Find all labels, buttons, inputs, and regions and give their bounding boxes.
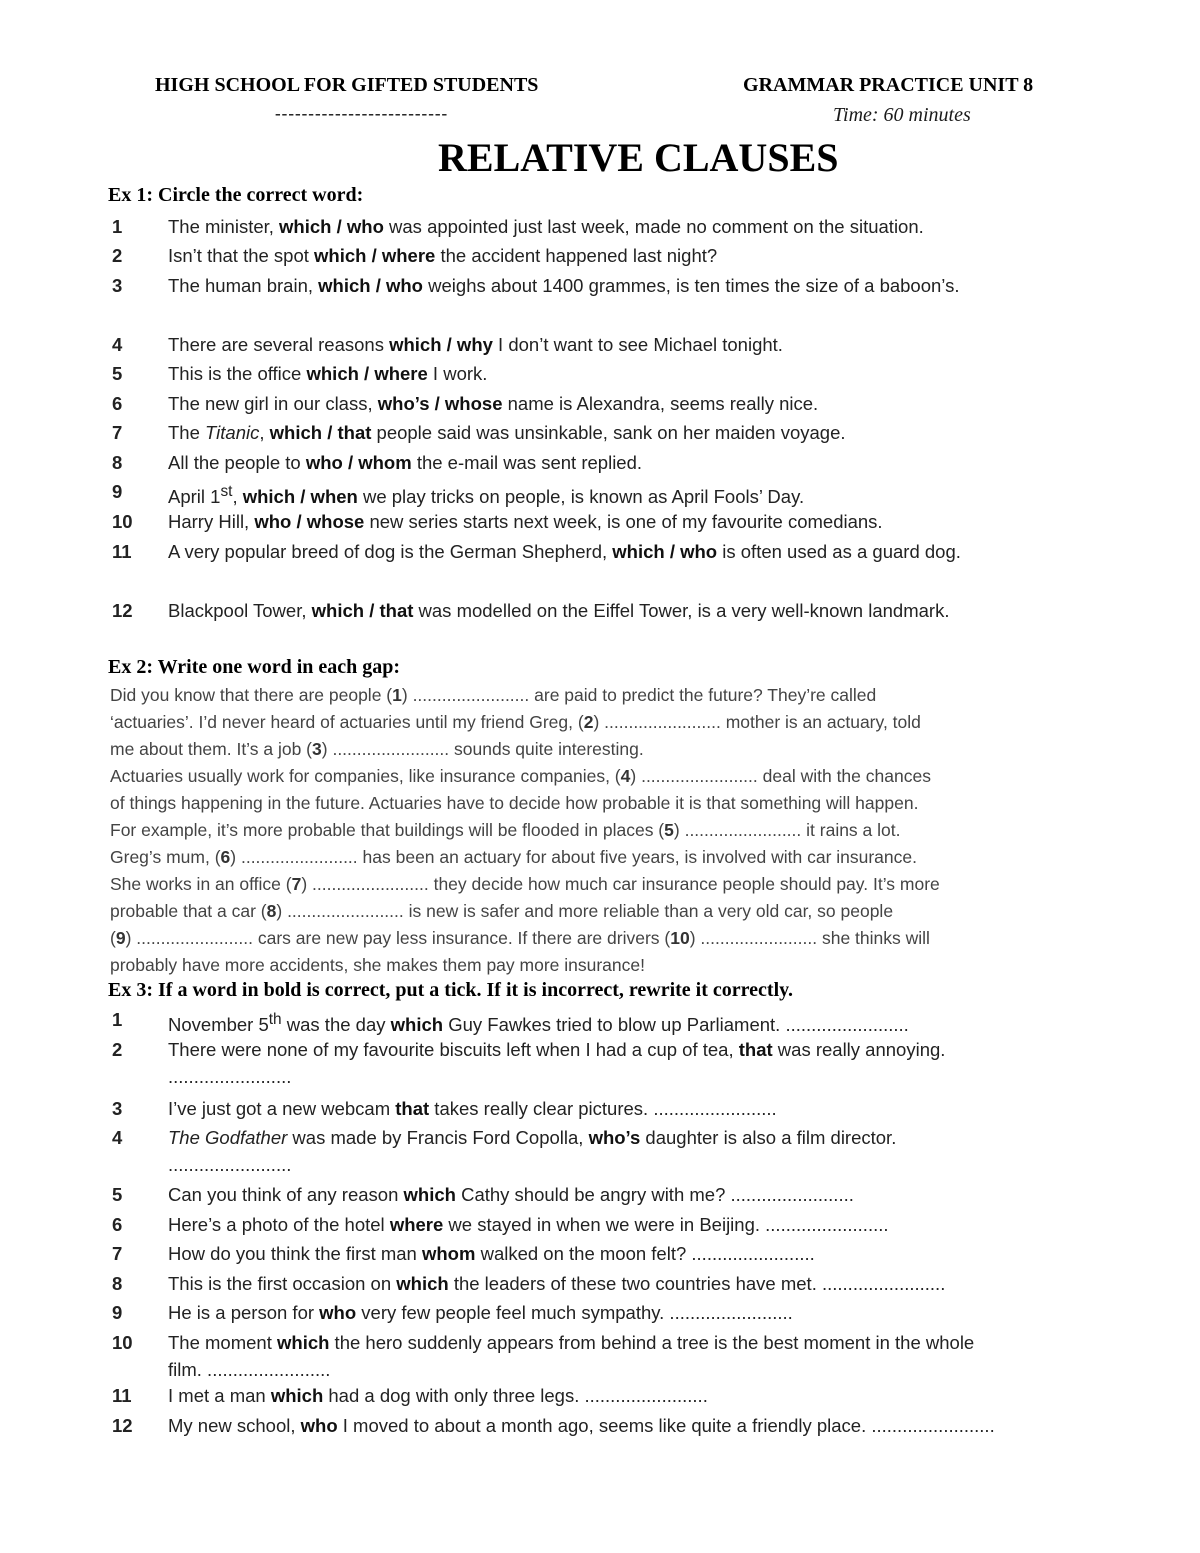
- paragraph-text: of things happening in the future. Actuaries have to decide how probable it is that something will happen.: [110, 793, 919, 813]
- sentence-text: This is the office: [168, 363, 307, 384]
- sentence-text: I work.: [427, 363, 488, 384]
- sentence-text: is often used as a guard dog.: [717, 541, 961, 562]
- ex1-item-number: 4: [112, 334, 123, 355]
- blank-gap: ........................: [641, 766, 758, 786]
- page-title: RELATIVE CLAUSES: [438, 135, 839, 180]
- blank-gap: ........................: [136, 928, 253, 948]
- ex3-item-number: 12: [112, 1415, 133, 1436]
- bold-choice: which / that: [311, 600, 414, 621]
- paragraph-text: ): [125, 928, 137, 948]
- ex1-item: [112, 242, 1012, 269]
- bold-choice: which: [390, 1014, 444, 1036]
- sentence-text: the e-mail was sent replied.: [411, 452, 643, 473]
- gap-number: 4: [620, 766, 631, 786]
- bold-choice: which / who: [612, 541, 718, 562]
- paragraph-text: She works in an office (: [110, 874, 292, 894]
- bold-choice: who’s: [588, 1127, 641, 1148]
- paragraph-text: are paid to predict the future? They’re called: [529, 685, 877, 705]
- bold-choice: which: [396, 1273, 449, 1294]
- ex3-item: [112, 1006, 1012, 1038]
- ex1-item: [112, 390, 1012, 417]
- bold-choice: that: [738, 1039, 773, 1060]
- paragraph-text: she thinks will: [817, 928, 930, 948]
- ex3-item: [112, 1036, 1012, 1090]
- sentence-text: I moved to about a month ago, seems like quite a friendly place. ........................: [337, 1415, 995, 1436]
- bold-choice: whom: [421, 1243, 476, 1264]
- paragraph-text: ): [689, 928, 701, 948]
- ex2-paragraph: [110, 682, 1000, 979]
- ex1-item-number: 6: [112, 393, 123, 414]
- ex2-line: [110, 790, 1000, 817]
- sentence-text: He is a person for: [168, 1302, 320, 1323]
- ex1-item-text: [168, 360, 1012, 387]
- gap-number: 6: [220, 847, 231, 867]
- sentence-text: The moment: [168, 1332, 277, 1353]
- ex1-item-text: [168, 419, 1012, 446]
- blank-gap: ........................: [287, 901, 404, 921]
- ex1-item-number: 9: [112, 481, 123, 502]
- ex1-item-number: 7: [112, 422, 123, 443]
- bold-choice: which / that: [269, 422, 372, 443]
- sentence-text: weighs about 1400 grammes, is ten times the size of a baboon’s.: [423, 275, 960, 296]
- bold-choice: which / where: [306, 363, 428, 384]
- sentence-text: we play tricks on people, is known as April Fools’ Day.: [357, 486, 805, 508]
- paragraph-text: ‘actuaries’. I’d never heard of actuaries until my friend Greg, (: [110, 712, 584, 732]
- sentence-text: Harry Hill,: [168, 511, 255, 532]
- sentence-text: Guy Fawkes tried to blow up Parliament. ........................: [443, 1014, 909, 1036]
- sentence-text: very few people feel much sympathy. ........................: [356, 1302, 793, 1323]
- sentence-text: the hero suddenly appears from behind a tree is the best moment in the whole film. ........................: [168, 1332, 975, 1380]
- ex1-item-text: [168, 213, 1012, 240]
- blank-gap: ........................: [684, 820, 802, 840]
- sentence-text: This is the first occasion on: [168, 1273, 397, 1294]
- paragraph-text: probable that a car (: [110, 901, 267, 921]
- paragraph-text: ): [593, 712, 605, 732]
- ex3-item-text: [168, 1382, 1012, 1409]
- ex2-line: [110, 817, 1000, 844]
- ex3-item: [112, 1211, 1012, 1238]
- gap-number: 7: [291, 874, 302, 894]
- ex3-item-number: 10: [112, 1332, 133, 1353]
- ex1-item-number: 1: [112, 216, 123, 237]
- paragraph-text: ): [230, 847, 241, 867]
- paragraph-text: Actuaries usually work for companies, like insurance companies, (: [110, 766, 621, 786]
- ex3-item: [112, 1412, 1012, 1439]
- sentence-text: ,: [232, 486, 243, 508]
- bold-choice: which: [403, 1184, 456, 1205]
- bold-choice: which: [277, 1332, 330, 1353]
- sentence-text: Cathy should be angry with me? ........................: [455, 1184, 854, 1205]
- ex3-item-text: [168, 1412, 1012, 1439]
- ex2-line: [110, 898, 1000, 925]
- sentence-text: The: [168, 422, 206, 443]
- paragraph-text: ): [321, 739, 333, 759]
- ex1-item-text: [168, 272, 1012, 299]
- bold-choice: which / who: [318, 275, 423, 296]
- ex1-item-text: [168, 242, 1012, 269]
- ex1-item-number: 11: [112, 541, 132, 562]
- sentence-text: I met a man: [168, 1385, 271, 1406]
- bold-choice: who / whose: [254, 511, 365, 532]
- ex2-line: [110, 844, 1000, 871]
- ex1-item: [112, 213, 1012, 240]
- ex3-item-number: 5: [112, 1184, 123, 1205]
- ex3-item: [112, 1095, 1012, 1122]
- bold-choice: where: [389, 1214, 444, 1235]
- sentence-text: I’ve just got a new webcam: [168, 1098, 396, 1119]
- paragraph-text: For example, it’s more probable that buildings will be flooded in places (: [110, 820, 665, 840]
- paragraph-text: has been an actuary for about five years, is involved with car insurance.: [357, 847, 917, 867]
- ex3-item-text: [168, 1329, 1012, 1383]
- sentence-text: name is Alexandra, seems really nice.: [502, 393, 819, 414]
- bold-choice: which / why: [389, 334, 493, 355]
- sentence-text: was really annoying. ........................: [168, 1039, 946, 1087]
- ex1-item: [112, 478, 1012, 510]
- ex2-line: [110, 763, 1000, 790]
- ex1-item-text: [168, 449, 1012, 476]
- italic-title: Titanic: [205, 422, 260, 443]
- ex1-item: [112, 331, 1012, 358]
- paragraph-text: sounds quite interesting.: [449, 739, 644, 759]
- sentence-text: Here’s a photo of the hotel: [168, 1214, 390, 1235]
- gap-number: 8: [266, 901, 277, 921]
- sentence-text: new series starts next week, is one of my favourite comedians.: [364, 511, 883, 532]
- gap-number: 2: [583, 712, 594, 732]
- sentence-text: Can you think of any reason: [168, 1184, 404, 1205]
- ex1-item: [112, 360, 1012, 387]
- blank-gap: ........................: [700, 928, 818, 948]
- sentence-text: There are several reasons: [168, 334, 390, 355]
- sentence-text: There were none of my favourite biscuits left when I had a cup of tea,: [168, 1039, 739, 1060]
- ex3-item-text: [168, 1270, 1012, 1297]
- ex3-item: [112, 1181, 1012, 1208]
- paragraph-text: mother is an actuary, told: [720, 712, 921, 732]
- ex3-item-number: 9: [112, 1302, 123, 1323]
- sentence-text: All the people to: [168, 452, 306, 473]
- blank-gap: ........................: [312, 874, 429, 894]
- bold-choice: which / where: [314, 245, 436, 266]
- paragraph-text: is new is safer and more reliable than a very old car, so people: [403, 901, 894, 921]
- ex3-item-number: 1: [112, 1009, 123, 1030]
- ex2-heading: Ex 2: Write one word in each gap:: [108, 656, 401, 678]
- sentence-text: I don’t want to see Michael tonight.: [492, 334, 783, 355]
- ex3-item: [112, 1329, 1012, 1383]
- ex1-item-text: [168, 478, 1012, 510]
- blank-gap: ........................: [604, 712, 721, 732]
- ordinal-suffix: th: [268, 1011, 282, 1028]
- ex2-line: [110, 709, 1000, 736]
- bold-choice: which / who: [279, 216, 384, 237]
- ex3-item-number: 8: [112, 1273, 123, 1294]
- paragraph-text: it rains a lot.: [801, 820, 901, 840]
- ex1-item-number: 12: [112, 600, 133, 621]
- bold-choice: who: [319, 1302, 357, 1323]
- sentence-text: The new girl in our class,: [168, 393, 378, 414]
- ex2-line: [110, 925, 1000, 952]
- ex3-item: [112, 1240, 1012, 1267]
- sentence-text: The human brain,: [168, 275, 319, 296]
- ex3-item: [112, 1299, 1012, 1326]
- ex2-line: [110, 736, 1000, 763]
- paragraph-text: they decide how much car insurance people should pay. It’s more: [428, 874, 940, 894]
- paragraph-text: ): [673, 820, 685, 840]
- sentence-text: My new school,: [168, 1415, 301, 1436]
- gap-number: 5: [664, 820, 674, 840]
- blank-gap: ........................: [240, 847, 358, 867]
- paragraph-text: ): [401, 685, 413, 705]
- ex2-line: [110, 682, 1000, 709]
- paragraph-text: (: [110, 928, 116, 948]
- ordinal-suffix: st: [220, 483, 233, 500]
- sentence-text: Blackpool Tower,: [168, 600, 312, 621]
- ex3-item-text: [168, 1095, 1012, 1122]
- sentence-text: was appointed just last week, made no comment on the situation.: [383, 216, 924, 237]
- sentence-text: How do you think the first man: [168, 1243, 422, 1264]
- sentence-text: ,: [259, 422, 270, 443]
- gap-number: 3: [312, 739, 322, 759]
- ex3-item-number: 2: [112, 1039, 123, 1060]
- sentence-text: takes really clear pictures. ........................: [429, 1098, 777, 1119]
- ex3-item-text: [168, 1036, 1012, 1090]
- ex3-item: [112, 1270, 1012, 1297]
- paragraph-text: me about them. It’s a job (: [110, 739, 313, 759]
- ex3-item-number: 6: [112, 1214, 123, 1235]
- gap-number: 10: [670, 928, 690, 948]
- ex3-item-number: 7: [112, 1243, 123, 1264]
- paragraph-text: ): [276, 901, 288, 921]
- ex1-item: [112, 419, 1012, 446]
- ex3-item-number: 3: [112, 1098, 123, 1119]
- ex1-item-number: 5: [112, 363, 123, 384]
- school-name: HIGH SCHOOL FOR GIFTED STUDENTS: [155, 74, 539, 96]
- ex1-item-number: 2: [112, 245, 123, 266]
- ex1-item-number: 10: [112, 511, 133, 532]
- bold-choice: which: [270, 1385, 324, 1406]
- ex1-item: [112, 272, 1012, 299]
- paragraph-text: cars are new pay less insurance. If there are drivers (: [252, 928, 671, 948]
- gap-number: 9: [115, 928, 126, 948]
- sentence-text: had a dog with only three legs. ........................: [323, 1385, 708, 1406]
- sentence-text: the accident happened last night?: [435, 245, 718, 266]
- ex1-item: [112, 538, 1012, 565]
- ex1-item-text: [168, 538, 1012, 565]
- sentence-text: A very popular breed of dog is the German Shepherd,: [168, 541, 613, 562]
- bold-choice: who / whom: [305, 452, 412, 473]
- bold-choice: who: [300, 1415, 338, 1436]
- header-divider: --------------------------: [275, 104, 449, 123]
- sentence-text: the leaders of these two countries have met. ........................: [448, 1273, 946, 1294]
- ex1-item-text: [168, 331, 1012, 358]
- ex1-item-number: 3: [112, 275, 123, 296]
- ex2-line: [110, 952, 1000, 979]
- ex3-item-text: [168, 1181, 1012, 1208]
- ex3-item-text: [168, 1124, 1012, 1178]
- ex3-item-text: [168, 1211, 1012, 1238]
- sentence-text: November 5: [168, 1014, 269, 1036]
- ex2-line: [110, 871, 1000, 898]
- gap-number: 1: [392, 685, 402, 705]
- ex3-item-number: 11: [112, 1385, 132, 1406]
- paragraph-text: probably have more accidents, she makes them pay more insurance!: [110, 955, 645, 975]
- bold-choice: that: [395, 1098, 430, 1119]
- ex1-item-number: 8: [112, 452, 123, 473]
- ex3-item-number: 4: [112, 1127, 123, 1148]
- bold-choice: which / when: [242, 486, 358, 508]
- time-limit: Time: 60 minutes: [833, 104, 971, 126]
- paragraph-text: ): [301, 874, 313, 894]
- ex3-item-text: [168, 1006, 1012, 1038]
- sentence-text: was modelled on the Eiffel Tower, is a very well-known landmark.: [413, 600, 950, 621]
- ex1-heading: Ex 1: Circle the correct word:: [108, 184, 364, 206]
- sentence-text: The minister,: [168, 216, 280, 237]
- paragraph-text: Greg’s mum, (: [110, 847, 221, 867]
- sentence-text: we stayed in when we were in Beijing. ........................: [443, 1214, 889, 1235]
- paragraph-text: Did you know that there are people (: [110, 685, 393, 705]
- ex3-item: [112, 1382, 1012, 1409]
- paragraph-text: deal with the chances: [757, 766, 931, 786]
- ex1-item: [112, 597, 1012, 624]
- sentence-text: Isn’t that the spot: [168, 245, 315, 266]
- ex1-item: [112, 508, 1012, 535]
- ex1-item-text: [168, 597, 1012, 624]
- ex3-heading: Ex 3: If a word in bold is correct, put a tick. If it is incorrect, rewrite it correctly.: [108, 979, 794, 1001]
- blank-gap: ........................: [412, 685, 530, 705]
- sentence-text: walked on the moon felt? ........................: [475, 1243, 815, 1264]
- sentence-text: April 1: [168, 486, 221, 508]
- paragraph-text: ): [630, 766, 642, 786]
- sentence-text: daughter is also a film director. ........................: [168, 1127, 897, 1175]
- ex1-item-text: [168, 390, 1012, 417]
- unit-title: GRAMMAR PRACTICE UNIT 8: [743, 74, 1034, 96]
- ex1-item-text: [168, 508, 1012, 535]
- blank-gap: ........................: [332, 739, 450, 759]
- ex3-item-text: [168, 1240, 1012, 1267]
- sentence-text: people said was unsinkable, sank on her maiden voyage.: [371, 422, 846, 443]
- ex1-item: [112, 449, 1012, 476]
- ex3-item: [112, 1124, 1012, 1178]
- sentence-text: was the day: [281, 1014, 391, 1036]
- ex3-item-text: [168, 1299, 1012, 1326]
- italic-title: The Godfather: [168, 1127, 288, 1148]
- bold-choice: who’s / whose: [377, 393, 503, 414]
- sentence-text: was made by Francis Ford Copolla,: [287, 1127, 589, 1148]
